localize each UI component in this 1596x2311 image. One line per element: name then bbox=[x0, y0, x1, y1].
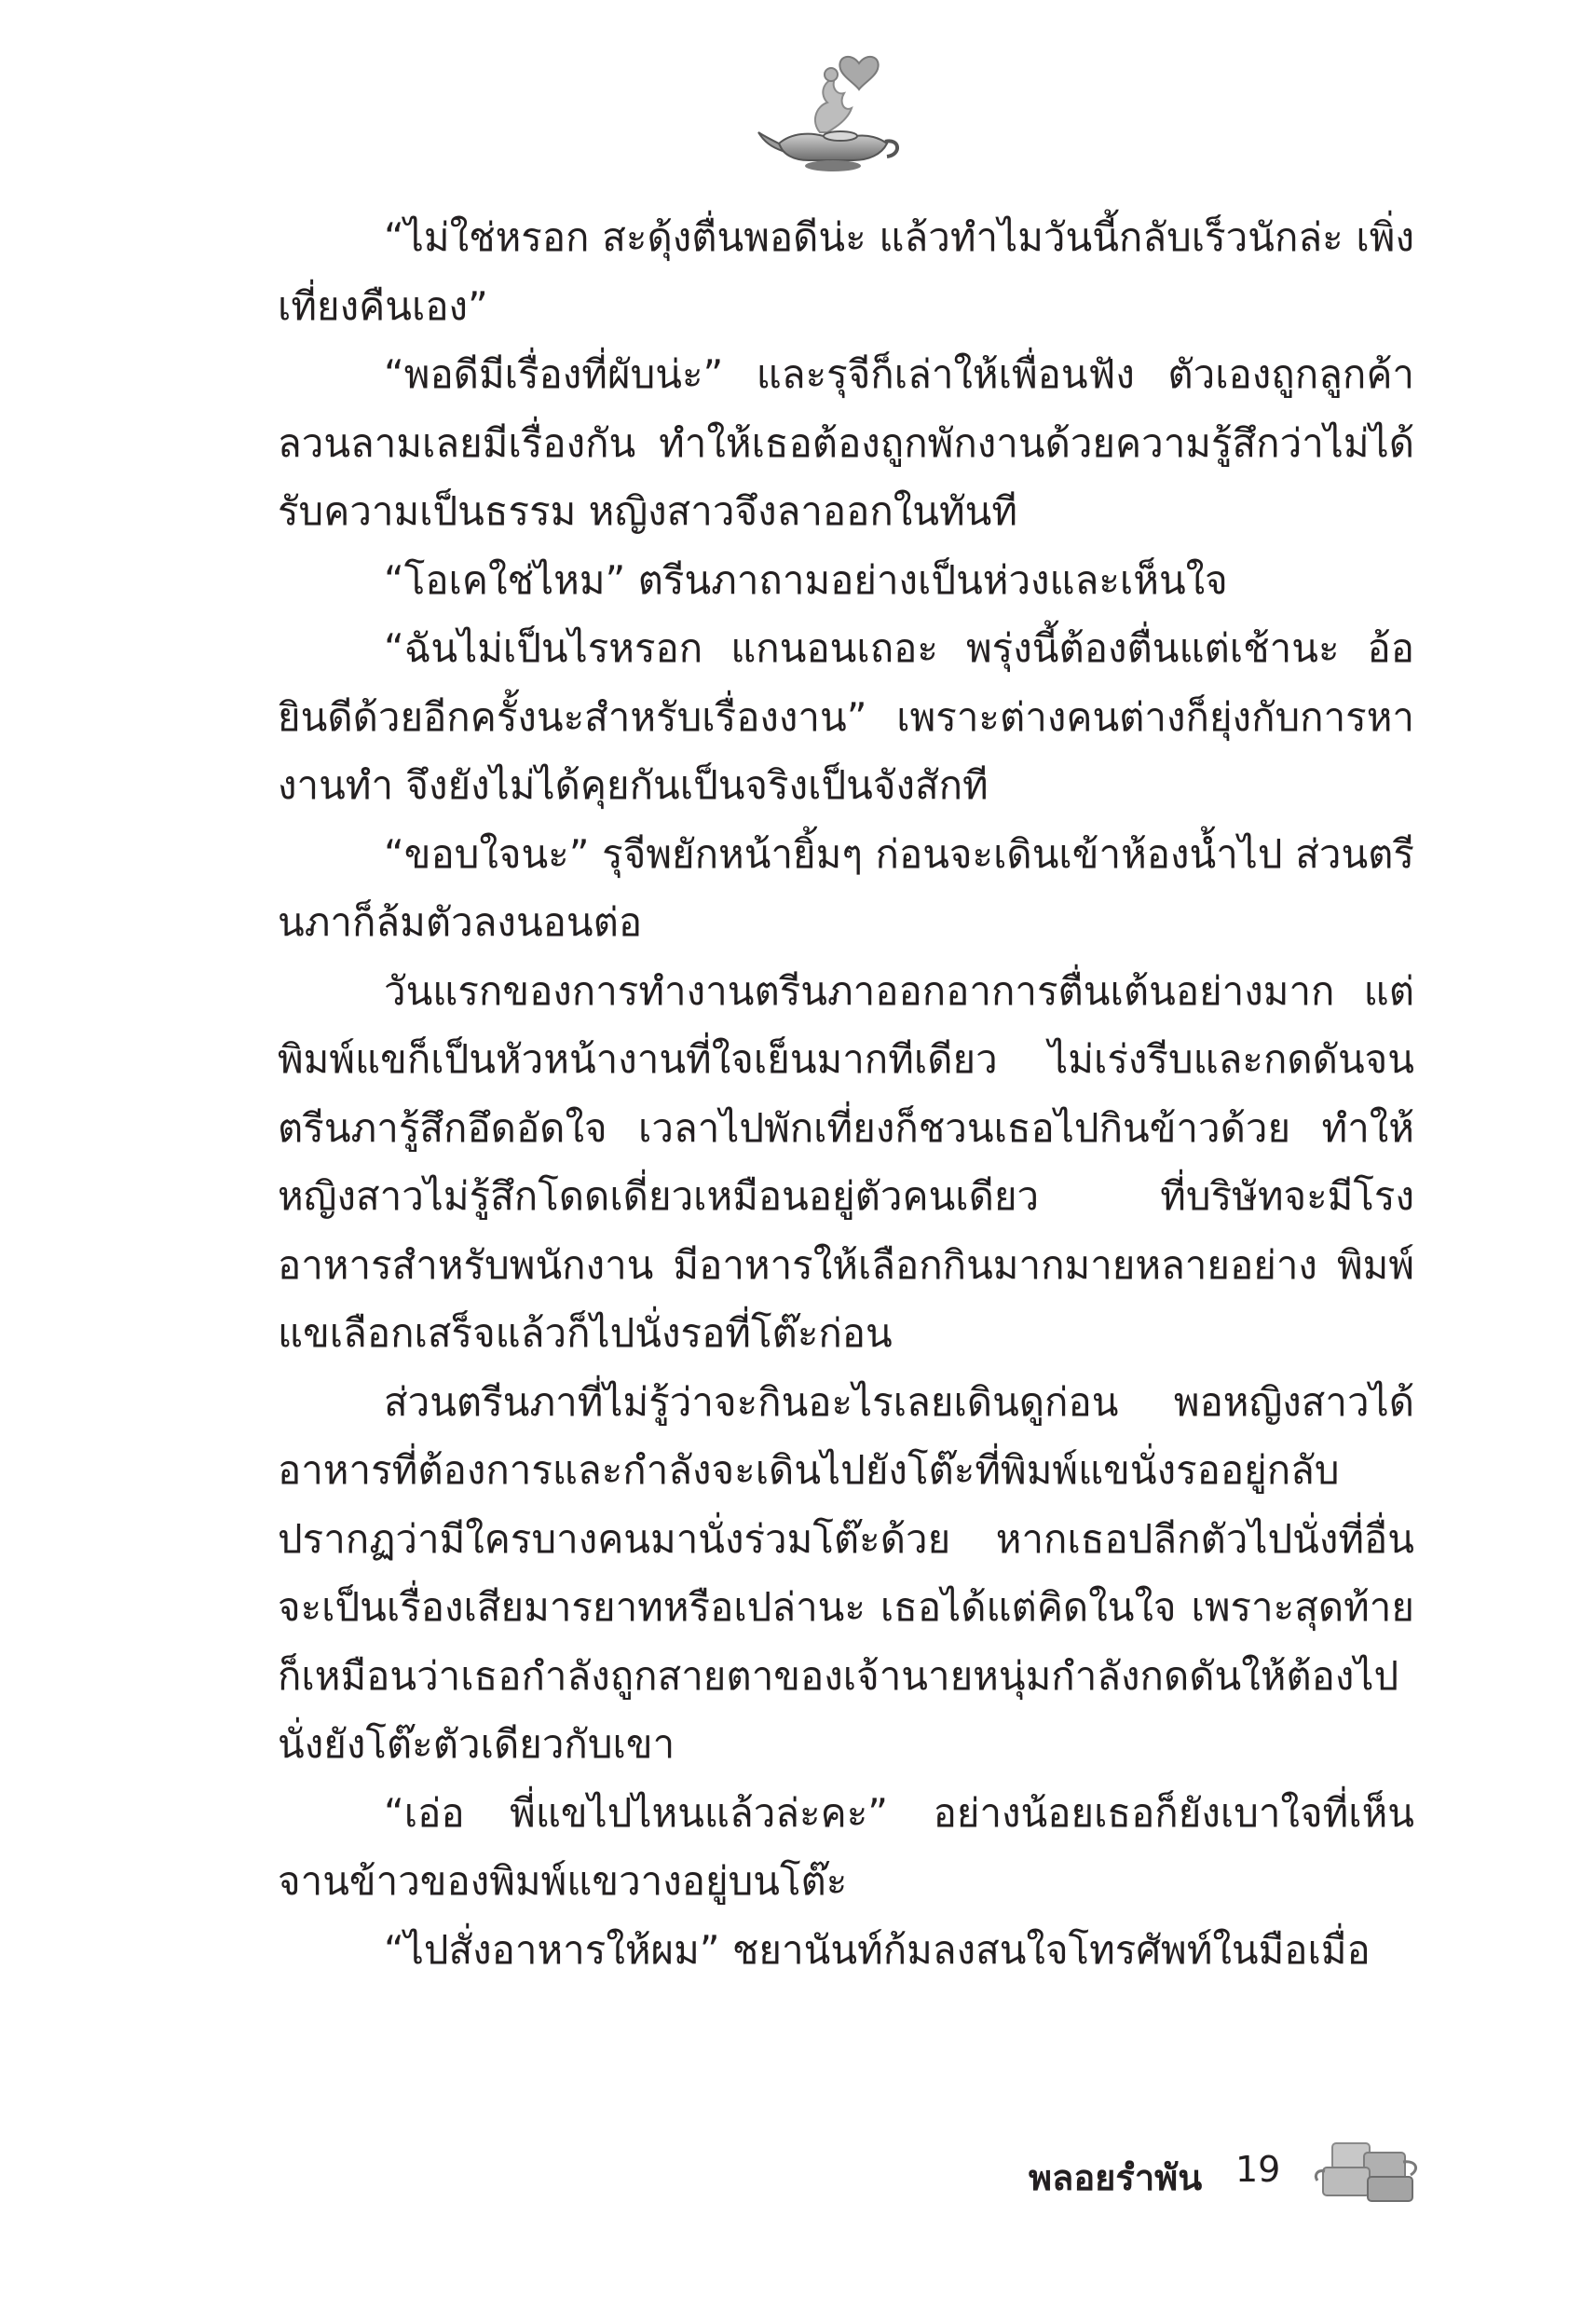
paragraph: “โอเคใช่ไหม” ตรีนภาถามอย่างเป็นห่วงและเห็นใจ bbox=[384, 556, 1228, 603]
paragraph: “ไม่ใช่หรอก สะดุ้งตื่นพอดีน่ะ แล้วทำไมวันนี้กลับเร็วนักล่ะ เพิ่งเที่ยงคืนเอง” bbox=[278, 214, 1414, 329]
paragraph: “ขอบใจนะ” รุจีพยักหน้ายิ้มๆ ก่อนจะเดินเข้าห้องน้ำไป ส่วนตรีนภาก็ล้มตัวลงนอนต่อ bbox=[278, 830, 1414, 945]
chapter-body bbox=[278, 203, 1414, 1984]
genie-lamp-icon bbox=[755, 47, 904, 177]
page-footer bbox=[0, 2134, 1596, 2208]
paragraph: วันแรกของการทำงานตรีนภาออกอาการตื่นเต้นอย่างมาก แต่พิมพ์แขก็เป็นหัวหน้างานที่ใจเย็นมากทีเดียว ไม่เร่งรีบและกดดันจนตรีนภารู้สึกอึดอัดใจ เวลาไปพักเที่ยงก็ชวนเธอไปกินข้าวด้วย ทำให้หญิงสาวไม่รู้สึกโดดเดี่ยวเหมือนอยู่ตัวคนเดียว ที่บริษัทจะมีโรงอาหารสำหรับพนักงาน มีอาหารให้เลือกกินมากมายหลายอย่าง พิมพ์แขเลือกเสร็จแล้วก็ไปนั่งรอที่โต๊ะก่อน bbox=[278, 967, 1414, 1356]
page-number: 19 bbox=[1235, 2149, 1281, 2190]
paragraph: “ฉันไม่เป็นไรหรอก แกนอนเถอะ พรุ่งนี้ต้องตื่นแต่เช้านะ อ้อ ยินดีด้วยอีกครั้งนะสำหรับเรื่องงาน” เพราะต่างคนต่างก็ยุ่งกับการหางานทำ จึงยังไม่ได้คุยกันเป็นจริงเป็นจังสักที bbox=[278, 625, 1414, 808]
paragraph: ส่วนตรีนภาที่ไม่รู้ว่าจะกินอะไรเลยเดินดูก่อน พอหญิงสาวได้อาหารที่ต้องการและกำลังจะเดินไปยังโต๊ะที่พิมพ์แขนั่งรออยู่กลับปรากฏว่ามีใครบางคนมานั่งร่วมโต๊ะด้วย หากเธอปลีกตัวไปนั่งที่อื่นจะเป็นเรื่องเสียมารยาทหรือเปล่านะ เธอได้แต่คิดในใจ เพราะสุดท้ายก็เหมือนว่าเธอกำลังถูกสายตาของเจ้านายหนุ่มกำลังกดดันให้ต้องไปนั่งยังโต๊ะตัวเดียวกับเขา bbox=[278, 1378, 1414, 1767]
book-title: พลอยรำพัน bbox=[1029, 2157, 1203, 2198]
paragraph: “ไปสั่งอาหารให้ผม” ชยานันท์ก้มลงสนใจโทรศัพท์ในมือเมื่อ bbox=[384, 1926, 1371, 1973]
paragraph: “พอดีมีเรื่องที่ผับน่ะ” และรุจีก็เล่าให้เพื่อนฟัง ตัวเองถูกลูกค้าลวนลามเลยมีเรื่องกัน ทำให้เธอต้องถูกพักงานด้วยความรู้สึกว่าไม่ได้รับความเป็นธรรม หญิงสาวจึงลาออกในทันที bbox=[278, 351, 1414, 534]
lamp-stack-icon bbox=[1314, 2134, 1425, 2208]
paragraph: “เอ่อ พี่แขไปไหนแล้วล่ะคะ” อย่างน้อยเธอก็ยังเบาใจที่เห็นจานข้าวของพิมพ์แขวางอยู่บนโต๊ะ bbox=[278, 1789, 1414, 1904]
